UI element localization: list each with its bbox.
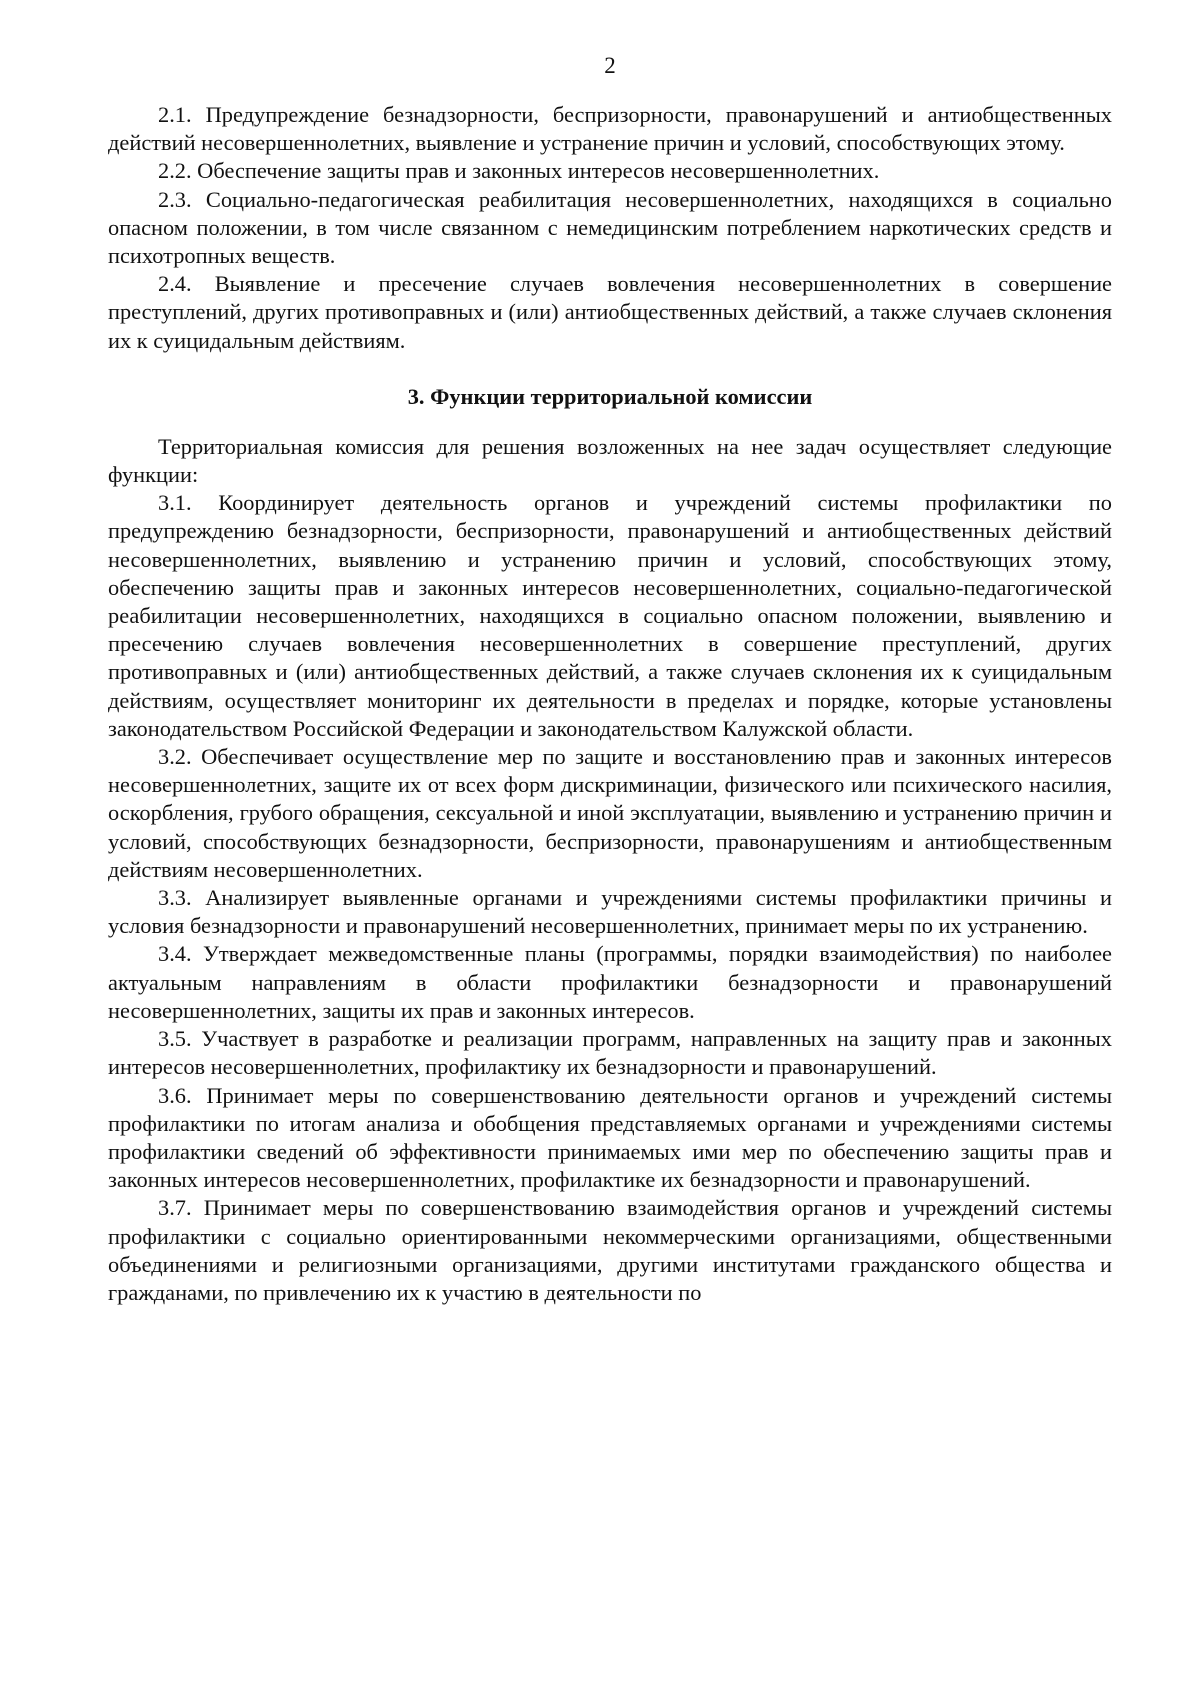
paragraph-2-1: 2.1. Предупреждение безнадзорности, беспризорности, правонарушений и антиобщественных действий несовершеннолетних, выявление и устранение причин и условий, способствующих этому. [108,102,1112,156]
paragraph-3-1: 3.1. Координирует деятельность органов и учреждений системы профилактики по предупреждению безнадзорности, беспризорности, правонарушений и антиобщественных действий несовершеннолетних, выявлению и устранению причин и условий, способствующих этому, обеспечению защиты прав и законных интересов несовершеннолетних, социально-педагогической реабилитации несовершеннолетних, находящихся в социально опасном положении, выявлению и пресечению случаев вовлечения несовершеннолетних в совершение преступлений, других противоправных и (или) антиобщественных действий, а также случаев склонения их к суицидальным действиям, осуществляет мониторинг их деятельности в пределах и порядке, которые установлены законодательством Российской Федерации и законодательством Калужской области. [108,490,1112,741]
paragraph-3-4: 3.4. Утверждает межведомственные планы (программы, порядки взаимодействия) по наиболее актуальным направлениям в области профилактики безнадзорности и правонарушений несовершеннолетних, защиты их прав и законных интересов. [108,941,1112,1023]
paragraph-3-5: 3.5. Участвует в разработке и реализации программ, направленных на защиту прав и законных интересов несовершеннолетних, профилактику их безнадзорности и правонарушений. [108,1026,1112,1080]
paragraph-3-7: 3.7. Принимает меры по совершенствованию взаимодействия органов и учреждений системы профилактики с социально ориентированными некоммерческими организациями, общественными объединениями и религиозными организациями, другими институтами гражданского общества и гражданами, по привлечению их к участию в деятельности по [108,1195,1112,1305]
paragraph-2-3: 2.3. Социально-педагогическая реабилитация несовершеннолетних, находящихся в социально опасном положении, в том числе связанном с немедицинским потреблением наркотических средств и психотропных веществ. [108,186,1112,269]
section-3-intro: Территориальная комиссия для решения возложенных на нее задач осуществляет следующие функции: [108,433,1112,488]
paragraph-2-2: 2.2. Обеспечение защиты прав и законных интересов несовершеннолетних. [158,158,880,184]
paragraph-2-4: 2.4. Выявление и пресечение случаев вовлечения несовершеннолетних в совершение преступлений, других противоправных и (или) антиобщественных действий, а также случаев склонения их к суицидальным действиям. [108,271,1112,353]
section-3-heading: 3. Функции территориальной комиссии [407,383,813,409]
paragraph-3-6: 3.6. Принимает меры по совершенствованию деятельности органов и учреждений системы профилактики по итогам анализа и обобщения представляемых органами и учреждениями системы профилактики сведений об эффективности принимаемых ими мер по обеспечению защиты прав и законных интересов несовершеннолетних, профилактике их безнадзорности и правонарушений. [108,1082,1112,1193]
paragraph-3-3: 3.3. Анализирует выявленные органами и учреждениями системы профилактики причины и условия безнадзорности и правонарушений несовершеннолетних, принимает меры по их устранению. [108,885,1112,939]
page-number: 2 [604,53,616,78]
paragraph-3-2: 3.2. Обеспечивает осуществление мер по защите и восстановлению прав и законных интересов несовершеннолетних, защите их от всех форм дискриминации, физического или психического насилия, оскорбления, грубого обращения, сексуальной и иной эксплуатации, выявлению и устранению причин и условий, способствующих безнадзорности, беспризорности, правонарушениям и антиобщественным действиям несовершеннолетних. [108,744,1112,882]
